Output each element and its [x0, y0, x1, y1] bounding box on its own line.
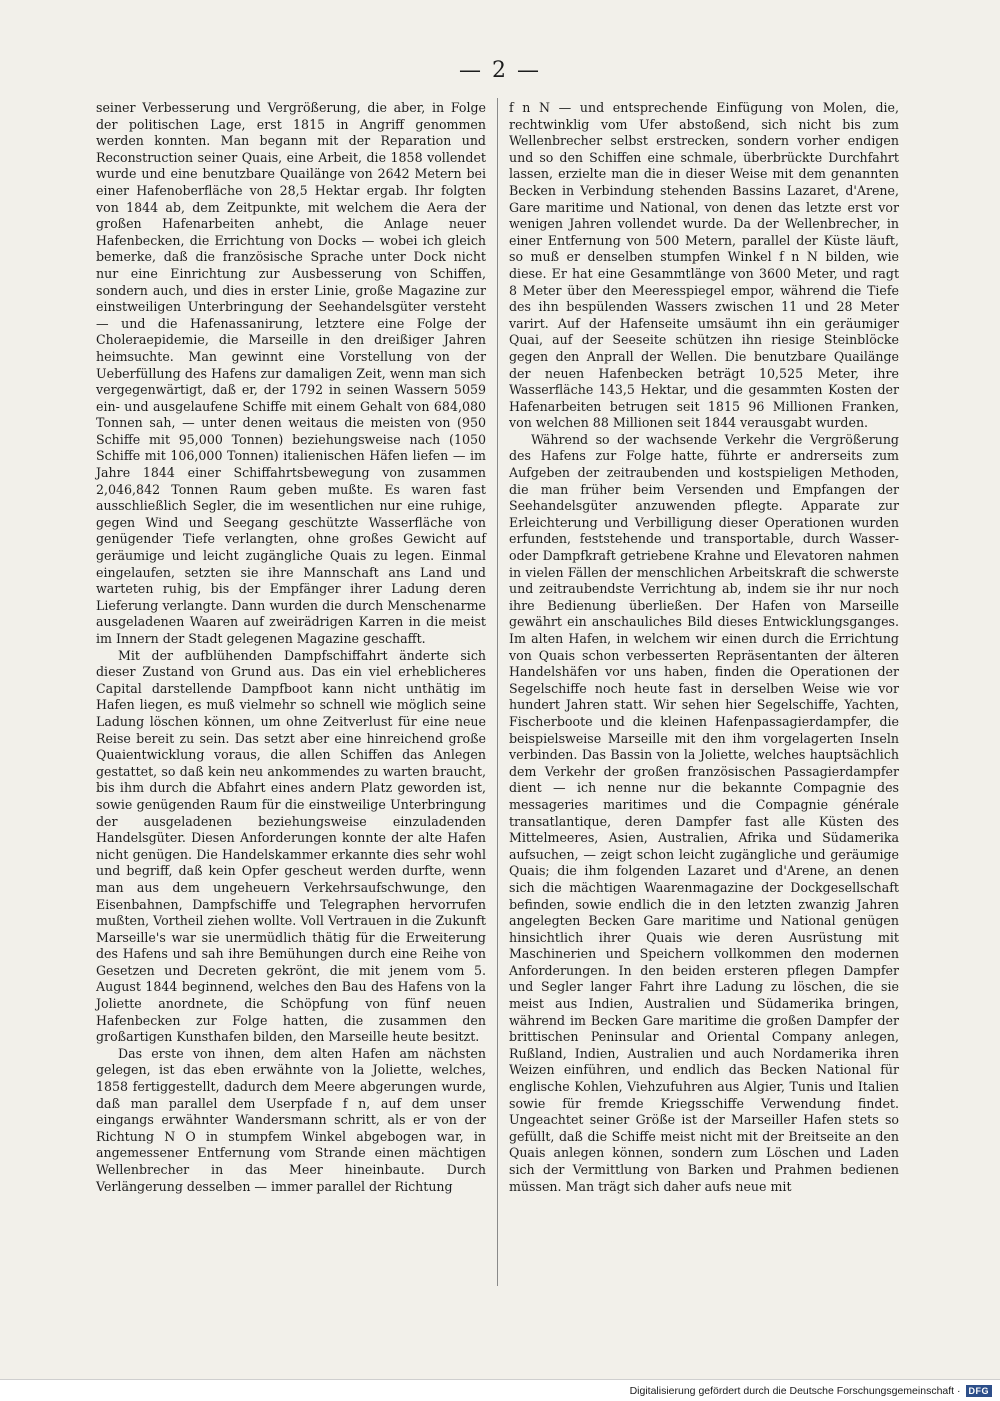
funding-note: Digitalisierung gefördert durch die Deutsche Forschungsgemeinschaft ·	[629, 1384, 961, 1397]
right-text-column	[509, 100, 899, 1195]
paragraph: Mit der aufblühenden Dampfschiffahrt änderte sich dieser Zustand von Grund aus. Das ein viel erheblicheres Capital darstellende Dampfboot kann nicht unthätig im Hafen liegen, es muß vielmehr so schnell wie möglich seine Ladung löschen können, um ohne Zeitverlust für eine neue Reise bereit zu sein. Das setzt aber eine hinreichend große Quaientwicklung voraus, die allen Schiffen das Anlegen gestattet, so daß kein neu ankommendes zu warten braucht, bis ihm durch die Abfahrt eines andern Platz geworden ist, sowie genügenden Raum für die einstweilige Unterbringung der ausgeladenen beziehungsweise einzuladenden Handelsgüter. Diesen Anforderungen konnte der alte Hafen nicht genügen. Die Handelskammer erkannte dies sehr wohl und begriff, daß kein Opfer gescheut werden durfte, wenn man aus dem ungeheuern Verkehrsaufschwunge, den Eisenbahnen, Dampfschiffe und Telegraphen hervorrufen mußten, Vortheil ziehen wollte. Voll Vertrauen in die Zukunft Marseille's war sie unermüdlich thätig für die Erweiterung des Hafens und sah ihre Bemühungen durch eine Reihe von Gesetzen und Decreten gekrönt, die mit jenem vom 5. August 1844 beginnend, welches den Bau des Hafens von la Joliette anordnete, die Schöpfung von fünf neuen Hafenbecken zur Folge hatten, die zusammen den großartigen Kunsthafen bilden, den Marseille heute besitzt.	[96, 647, 486, 1045]
paragraph: Das erste von ihnen, dem alten Hafen am nächsten gelegen, ist das eben erwähnte von la Joliette, welches, 1858 fertiggestellt, dadurch dem Meere abgerungen wurde, daß man parallel dem Userpfade f n, auf dem unser eingangs erwähnter Wandersmann schritt, als er von der Richtung N O in stumpfem Winkel abgebogen war, in angemessener Entfernung vom Strande einen mächtigen Wellenbrecher in das Meer hineinbaute. Durch Verlängerung desselben — immer parallel der Richtung	[96, 1045, 486, 1194]
dfg-logo: DFG	[966, 1385, 993, 1397]
digitization-footer	[0, 1379, 1000, 1401]
paragraph: seiner Verbesserung und Vergrößerung, die aber, in Folge der politischen Lage, erst 1815 in Angriff genommen werden konnten. Man begann mit der Reparation und Reconstruction seiner Quais, eine Arbeit, die 1858 vollendet wurde und eine benutzbare Quailänge von 2642 Metern bei einer Hafenoberfläche von 28,5 Hektar ergab. Ihr folgten von 1844 ab, dem Zeitpunkte, mit welchem die Aera der großen Hafenarbeiten anhebt, die Anlage neuer Hafenbecken, die Errichtung von Docks — wobei ich gleich bemerke, daß die französische Sprache unter Dock nicht nur eine Einrichtung zur Ausbesserung von Schiffen, sondern auch, und dies in erster Linie, große Magazine zur einstweiligen Unterbringung der Seehandelsgüter versteht — und die Hafenassanirung, letztere eine Folge der Choleraepidemie, die Marseille in den dreißiger Jahren heimsuchte. Man gewinnt eine Vorstellung von der Ueberfüllung des Hafens zur damaligen Zeit, wenn man sich vergegenwärtigt, daß er, der 1792 in seinen Wassern 5059 ein- und ausgelaufene Schiffe mit einem Gehalt von 684,080 Tonnen sah, — unter denen weitaus die meisten von (950 Schiffe mit 95,000 Tonnen) beziehungsweise nach (1050 Schiffe mit 106,000 Tonnen) italienischen Häfen liefen — im Jahre 1844 einer Schiffahrtsbewegung von zusammen 2,046,842 Tonnen Raum geben mußte. Es waren fast ausschließlich Segler, die im wesentlichen nur eine ruhige, gegen Wind und Seegang geschützte Wasserfläche von genügender Tiefe verlangten, ohne großes Gewicht auf geräumige und leicht zugängliche Quais zu legen. Einmal eingelaufen, setzten sie ihre Mannschaft ans Land und warteten ruhig, bis der Empfänger ihrer Ladung deren Lieferung verlangte. Dann wurden die durch Menschenarme ausgeladenen Waaren auf zweirädrigen Karren in die meist im Innern der Stadt gelegenen Magazine geschafft.	[96, 100, 486, 646]
paragraph: f n N — und entsprechende Einfügung von Molen, die, rechtwinklig vom Ufer abstoßend, sich nicht bis zum Wellenbrecher selbst erstrecken, sondern vorher endigen und so den Schiffen eine schmale, überbrückte Durchfahrt lassen, erzielte man die in dieser Weise mit dem genannten Becken in Verbindung stehenden Bassins Lazaret, d'Arene, Gare maritime und National, von denen das letzte erst vor wenigen Jahren vollendet wurde. Da der Wellenbrecher, in einer Entfernung von 500 Metern, parallel der Küste läuft, so muß er denselben stumpfen Winkel f n N bilden, wie diese. Er hat eine Gesammtlänge von 3600 Meter, und ragt 8 Meter über den Meeresspiegel empor, während die Tiefe des ihn bespülenden Wassers zwischen 11 und 28 Meter varirt. Auf der Hafenseite umsäumt ihn ein geräumiger Quai, auf der Seeseite schützen ihn riesige Steinblöcke gegen den Anprall der Wellen. Die benutzbare Quailänge der neuen Hafenbecken beträgt 10,525 Meter, ihre Wasserfläche 143,5 Hektar, und die gesammten Kosten der Hafenarbeiten betrugen seit 1815 96 Millionen Franken, von welchen 88 Millionen seit 1844 verausgabt wurden.	[509, 100, 899, 431]
paragraph: Während so der wachsende Verkehr die Vergrößerung des Hafens zur Folge hatte, führte er andrerseits zum Aufgeben der zeitraubenden und kostspieligen Methoden, die man früher beim Versenden und Empfangen der Seehandelsgüter anzuwenden pflegte. Apparate zur Erleichterung und Verbilligung dieser Operationen wurden erfunden, feststehende und transportable, durch Wasser- oder Dampfkraft getriebene Krahne und Elevatoren nahmen in vielen Fällen der menschlichen Arbeitskraft die schwerste und zeitraubendste Verrichtung ab, indem sie ihr nur noch ihre Bedienung überließen. Der Hafen von Marseille gewährt ein anschauliches Bild dieses Entwicklungsganges. Im alten Hafen, in welchem wir einen durch die Errichtung von Quais schon verbesserten Repräsentanten der älteren Handelshäfen vor uns haben, finden die Operationen der Segelschiffe noch heute fast in derselben Weise wie vor hundert Jahren statt. Wir sehen hier Segelschiffe, Yachten, Fischerboote und die kleinen Hafenpassagierdampfer, die beispielsweise Marseille mit den ihm vorgelagerten Inseln verbinden. Das Bassin von la Joliette, welches hauptsächlich dem Verkehr der großen französischen Passagierdampfer dient — ich nenne nur die bekannte Compagnie des messageries maritimes und die Compagnie générale transatlantique, deren Dampfer fast alle Küsten des Mittelmeeres, Asien, Australien, Afrika und Südamerika aufsuchen, — zeigt schon leicht zugängliche und geräumige Quais; die ihm folgenden Lazaret und d'Arene, an denen sich die mächtigen Waarenmagazine der Dockgesellschaft befinden, sowie endlich die in den letzten zwanzig Jahren angelegten Becken Gare maritime und National genügen hinsichtlich ihrer Quais wie deren Ausrüstung mit Maschinerien und Speichern vollkommen den modernen Anforderungen. In den beiden ersteren pflegen Dampfer und Segler langer Fahrt ihre Ladung zu löschen, die sie meist aus Indien, Australien und Südamerika bringen, während im Becken Gare maritime die großen Dampfer der brittischen Peninsular and Oriental Company anlegen, Rußland, Indien, Australien und auch Nordamerika ihren Weizen einführen, und endlich das Becken National für englische Kohlen, Viehzufuhren aus Algier, Tunis und Italien sowie für fremde Kriegsschiffe Verwendung findet. Ungeachtet seiner Größe ist der Marseiller Hafen stets so gefüllt, daß die Schiffe meist nicht mit der Breitseite an den Quais anlegen können, sondern zum Löschen und Laden sich der Vermittlung von Barken und Prahmen bedienen müssen. Man trägt sich daher aufs neue mit	[509, 431, 899, 1194]
column-divider	[497, 98, 498, 1286]
page-number: — 2 —	[459, 58, 541, 83]
left-text-column	[96, 100, 486, 1195]
